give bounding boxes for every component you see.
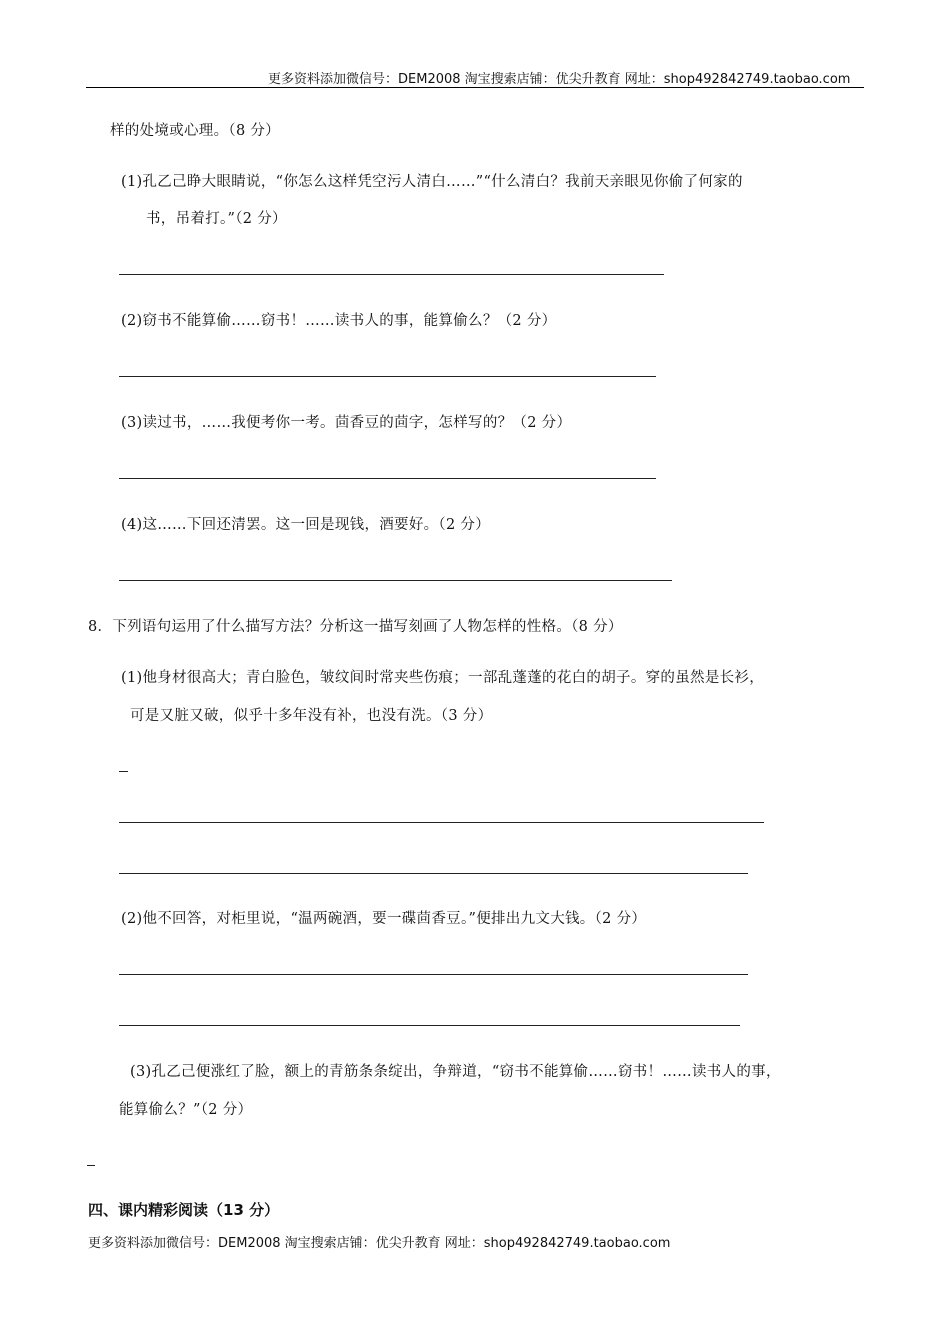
answer-line[interactable] — [119, 376, 656, 377]
q7-item-2: (2)窃书不能算偷……窃书！……读书人的事，能算偷么？（2 分） — [121, 313, 557, 329]
answer-line[interactable] — [119, 1025, 740, 1026]
q8-item-2: (2)他不回答，对柜里说，“温两碗酒，要一碟茴香豆。”便排出九文大钱。（2 分） — [121, 911, 647, 927]
answer-line[interactable] — [119, 873, 748, 874]
answer-line-stub — [87, 1165, 95, 1166]
question-7-intro-tail: 样的处境或心理。（8 分） — [110, 123, 280, 139]
answer-line[interactable] — [119, 274, 664, 275]
answer-line-stub — [119, 771, 128, 772]
question-8: 8．下列语句运用了什么描写方法？分析这一描写刻画了人物怎样的性格。（8 分） — [88, 619, 623, 635]
q8-item-1-line2: 可是又脏又破，似乎十多年没有补，也没有洗。（3 分） — [130, 708, 493, 724]
answer-line[interactable] — [119, 974, 748, 975]
q7-item-1-line2: 书，吊着打。”（2 分） — [146, 211, 287, 227]
page-header: 更多资料添加微信号：DEM2008 淘宝搜索店铺：优尖升教育 网址：shop492842749.taobao.com — [268, 72, 851, 87]
q8-item-3-line2: 能算偷么？”（2 分） — [119, 1102, 253, 1118]
section-4-heading: 四、课内精彩阅读（13 分） — [88, 1201, 280, 1219]
q7-item-1-line1: (1)孔乙己睁大眼睛说，“你怎么这样凭空污人清白……”“什么清白？我前天亲眼见你偷了何家的 — [121, 174, 743, 190]
answer-line[interactable] — [119, 478, 656, 479]
page-footer: 更多资料添加微信号：DEM2008 淘宝搜索店铺：优尖升教育 网址：shop492842749.taobao.com — [88, 1236, 671, 1251]
answer-line[interactable] — [119, 580, 672, 581]
header-rule — [86, 87, 864, 88]
q7-item-4: (4)这……下回还清罢。这一回是现钱，酒要好。（2 分） — [121, 517, 491, 533]
q8-item-3-line1: (3)孔乙己便涨红了脸，额上的青筋条条绽出，争辩道，“窃书不能算偷……窃书！……读书人的事， — [130, 1064, 781, 1080]
answer-line[interactable] — [119, 822, 764, 823]
q7-item-3: (3)读过书，……我便考你一考。茴香豆的茴字，怎样写的？（2 分） — [121, 415, 572, 431]
q8-item-1-line1: (1)他身材很高大；青白脸色，皱纹间时常夹些伤痕；一部乱蓬蓬的花白的胡子。穿的虽然是长衫， — [121, 670, 765, 686]
